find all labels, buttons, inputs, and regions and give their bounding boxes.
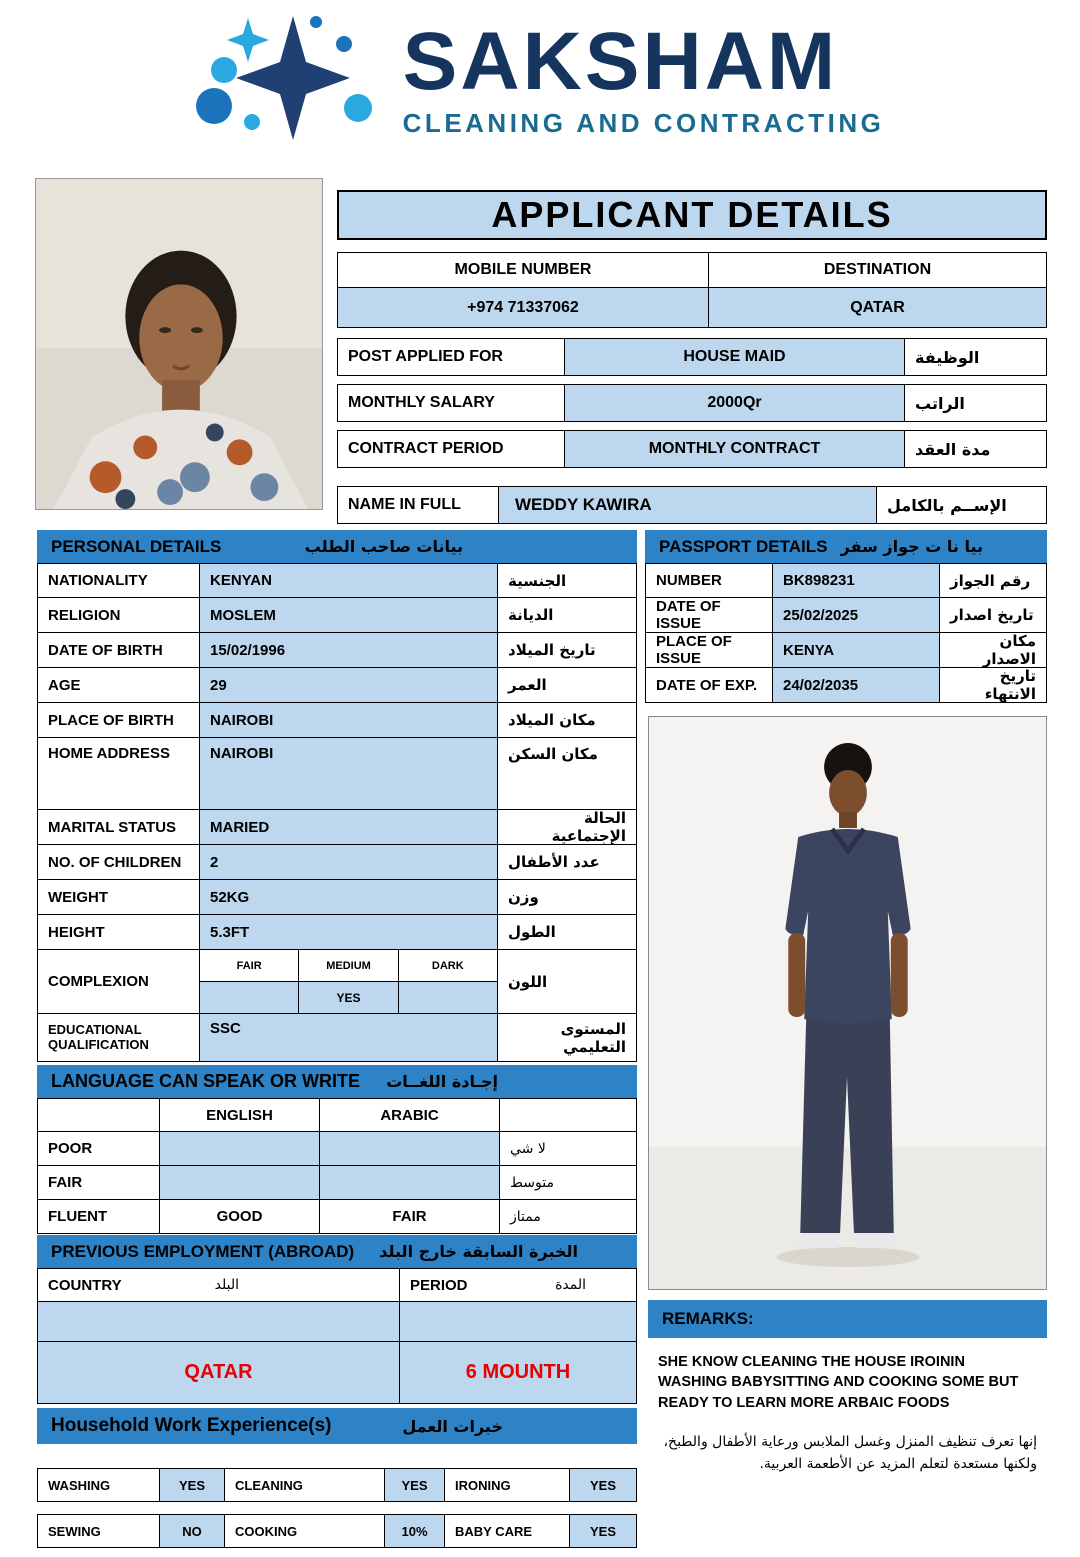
- education-value: SSC: [200, 1014, 498, 1062]
- company-logo: [0, 10, 1080, 148]
- table-row: [37, 738, 637, 810]
- age-value: 29: [200, 668, 498, 703]
- home-address-value: NAIROBI: [200, 738, 498, 810]
- nationality-label: NATIONALITY: [37, 563, 200, 598]
- cooking-value: 10%: [385, 1514, 445, 1548]
- home-address-label-arabic: مكان السكن: [498, 738, 637, 810]
- height-value: 5.3FT: [200, 915, 498, 950]
- language-section-title-arabic: إجـادة اللغــات: [386, 1072, 498, 1091]
- place-of-birth-value: NAIROBI: [200, 703, 498, 738]
- ironing-label: IRONING: [445, 1468, 570, 1502]
- complexion-options: [200, 950, 498, 1014]
- complexion-label-arabic: اللون: [498, 950, 637, 1014]
- monthly-salary-row: [337, 384, 1047, 422]
- height-label: HEIGHT: [37, 915, 200, 950]
- country-header-cell: [37, 1268, 400, 1302]
- table-row: [37, 915, 637, 950]
- table-row: [37, 880, 637, 915]
- date-of-issue-label: DATE OF ISSUE: [645, 598, 773, 633]
- language-table: [37, 1098, 637, 1234]
- country-header-content: [48, 1277, 389, 1294]
- table-row: [37, 810, 637, 845]
- washing-label: WASHING: [37, 1468, 160, 1502]
- contract-period-row: [337, 430, 1047, 468]
- table-row: [37, 598, 637, 633]
- remarks-body: [648, 1338, 1047, 1476]
- language-col-english: ENGLISH: [160, 1098, 320, 1132]
- fluent-label-arabic: ممتاز: [500, 1200, 637, 1234]
- mobile-number-label: MOBILE NUMBER: [337, 252, 709, 288]
- education-label: EDUCATIONAL QUALIFICATION: [37, 1014, 200, 1062]
- personal-details-title: PERSONAL DETAILS: [51, 536, 222, 556]
- passport-details-table: [645, 563, 1047, 703]
- personal-details-title-arabic: بيانات صاحب الطلب: [304, 537, 463, 556]
- monthly-salary-label-arabic: الراتب: [905, 384, 1047, 422]
- table-row: [645, 668, 1047, 703]
- passport-number-label: NUMBER: [645, 563, 773, 598]
- education-row: [37, 1014, 637, 1062]
- ironing-value: YES: [570, 1468, 637, 1502]
- date-of-birth-value: 15/02/1996: [200, 633, 498, 668]
- name-in-full-row: [337, 486, 1047, 524]
- language-section-title: LANGUAGE CAN SPEAK OR WRITE: [51, 1071, 361, 1091]
- fair-english-value: [160, 1166, 320, 1200]
- table-row: [37, 845, 637, 880]
- weight-value: 52KG: [200, 880, 498, 915]
- employment-empty-row: [37, 1302, 637, 1342]
- fair-label: FAIR: [37, 1166, 160, 1200]
- employment-empty-country: [37, 1302, 400, 1342]
- complexion-medium-value: YES: [298, 982, 397, 1013]
- page-title: APPLICANT DETAILS: [337, 190, 1047, 240]
- household-row-1: [37, 1468, 637, 1502]
- household-row-2: [37, 1514, 637, 1548]
- company-logo-text: [402, 16, 885, 138]
- post-applied-label: POST APPLIED FOR: [337, 338, 565, 376]
- religion-label: RELIGION: [37, 598, 200, 633]
- language-empty-cell: [500, 1098, 637, 1132]
- language-row-fluent: [37, 1200, 637, 1234]
- contact-header-row: [337, 252, 1047, 288]
- post-applied-row: [337, 338, 1047, 376]
- date-of-expiry-label: DATE OF EXP.: [645, 668, 773, 703]
- baby-care-label: BABY CARE: [445, 1514, 570, 1548]
- complexion-dark-value: [398, 982, 497, 1013]
- religion-value: MOSLEM: [200, 598, 498, 633]
- table-row: [645, 598, 1047, 633]
- complexion-fair-value: [200, 982, 298, 1013]
- weight-label-arabic: وزن: [498, 880, 637, 915]
- contract-period-value: MONTHLY CONTRACT: [565, 430, 905, 468]
- children-count-label: NO. OF CHILDREN: [37, 845, 200, 880]
- personal-details-header: [37, 530, 637, 563]
- place-of-birth-label: PLACE OF BIRTH: [37, 703, 200, 738]
- complexion-option-medium: MEDIUM: [298, 950, 397, 981]
- period-label: PERIOD: [410, 1276, 468, 1294]
- period-header-cell: [400, 1268, 637, 1302]
- complexion-option-fair: FAIR: [236, 959, 262, 972]
- language-header-row: [37, 1098, 637, 1132]
- portrait-photo-illustration: [36, 179, 322, 509]
- employment-section-title-arabic: الخبرة السابقة خارج البلد: [379, 1242, 578, 1261]
- passport-details-header: [645, 530, 1047, 563]
- saksham-sparkle-icon: [196, 10, 391, 148]
- weight-label: WEIGHT: [37, 880, 200, 915]
- complexion-label: COMPLEXION: [37, 950, 200, 1014]
- home-address-label: HOME ADDRESS: [37, 738, 200, 810]
- place-of-issue-label-arabic: مكان الاصدار: [940, 633, 1047, 668]
- poor-label: POOR: [37, 1132, 160, 1166]
- household-section-title-arabic: خبرات العمل: [402, 1416, 503, 1436]
- fluent-english-value: GOOD: [160, 1200, 320, 1234]
- table-row: [37, 703, 637, 738]
- remarks-title: REMARKS:: [662, 1309, 754, 1328]
- poor-english-value: [160, 1132, 320, 1166]
- complexion-row: [37, 950, 637, 1014]
- children-count-label-arabic: عدد الأطفال: [498, 845, 637, 880]
- marital-status-value: MARIED: [200, 810, 498, 845]
- poor-label-arabic: لا شي: [500, 1132, 637, 1166]
- fair-label-arabic: متوسط: [500, 1166, 637, 1200]
- monthly-salary-value: 2000Qr: [565, 384, 905, 422]
- fair-arabic-value: [320, 1166, 500, 1200]
- date-of-issue-value: 25/02/2025: [773, 598, 940, 633]
- destination-value: QATAR: [709, 288, 1047, 328]
- nationality-value: KENYAN: [200, 563, 498, 598]
- post-applied-label-arabic: الوظيفة: [905, 338, 1047, 376]
- complexion-option-labels: [200, 950, 497, 981]
- baby-care-value: YES: [570, 1514, 637, 1548]
- contract-period-label: CONTRACT PERIOD: [337, 430, 565, 468]
- table-row: [645, 633, 1047, 668]
- employment-header-row: [37, 1268, 637, 1302]
- table-row: [645, 563, 1047, 598]
- place-of-issue-label: PLACE OF ISSUE: [645, 633, 773, 668]
- complexion-selection-row: [200, 981, 497, 1013]
- passport-number-label-arabic: رقم الجواز: [940, 563, 1047, 598]
- passport-details-title: PASSPORT DETAILS: [659, 536, 828, 556]
- period-header-content: [410, 1277, 626, 1294]
- language-row-fair: [37, 1166, 637, 1200]
- marital-status-label-arabic: الحالة الإجتماعية: [498, 810, 637, 845]
- remarks-text-arabic: إنها تعرف تنظيف المنزل وغسل الملابس ورعاية الأطفال والطبخ، ولكنها مستعدة لتعلم المزيد عن الأطعمة العربية.: [663, 1433, 1037, 1473]
- complexion-option-dark: DARK: [398, 950, 497, 981]
- date-of-issue-label-arabic: تاريخ اصدار: [940, 598, 1047, 633]
- applicant-fullbody-photo: [648, 716, 1047, 1290]
- sewing-label: SEWING: [37, 1514, 160, 1548]
- language-empty-cell: [37, 1098, 160, 1132]
- contact-table: [337, 252, 1047, 328]
- name-in-full-label: NAME IN FULL: [337, 486, 499, 524]
- applicant-portrait-photo: [35, 178, 323, 510]
- table-row: [37, 668, 637, 703]
- contract-period-label-arabic: مدة العقد: [905, 430, 1047, 468]
- cleaning-label: CLEANING: [225, 1468, 385, 1502]
- period-label-arabic: المدة: [555, 1277, 586, 1293]
- country-value: QATAR: [37, 1342, 400, 1404]
- fluent-arabic-value: FAIR: [320, 1200, 500, 1234]
- date-of-birth-label-arabic: تاريخ الميلاد: [498, 633, 637, 668]
- cleaning-value: YES: [385, 1468, 445, 1502]
- table-row: [37, 633, 637, 668]
- employment-section-header: [37, 1235, 637, 1268]
- country-label-arabic: البلد: [214, 1277, 239, 1293]
- marital-status-label: MARITAL STATUS: [37, 810, 200, 845]
- household-section-title: Household Work Experience(s): [51, 1415, 332, 1436]
- language-col-arabic: ARABIC: [320, 1098, 500, 1132]
- age-label: AGE: [37, 668, 200, 703]
- monthly-salary-label: MONTHLY SALARY: [337, 384, 565, 422]
- personal-details-table: [37, 563, 637, 1062]
- sewing-value: NO: [160, 1514, 225, 1548]
- remarks-header: [648, 1300, 1047, 1338]
- country-label: COUNTRY: [48, 1276, 122, 1294]
- passport-number-value: BK898231: [773, 563, 940, 598]
- language-section-header: [37, 1065, 637, 1098]
- children-count-value: 2: [200, 845, 498, 880]
- date-of-expiry-label-arabic: تاريخ الانتهاء: [940, 668, 1047, 703]
- cooking-label: COOKING: [225, 1514, 385, 1548]
- mobile-number-value: +974 71337062: [337, 288, 709, 328]
- nationality-label-arabic: الجنسية: [498, 563, 637, 598]
- religion-label-arabic: الديانة: [498, 598, 637, 633]
- post-applied-value: HOUSE MAID: [565, 338, 905, 376]
- name-in-full-value: WEDDY KAWIRA: [499, 486, 877, 524]
- washing-value: YES: [160, 1468, 225, 1502]
- company-tagline: CLEANING AND CONTRACTING: [402, 107, 885, 138]
- place-of-birth-label-arabic: مكان الميلاد: [498, 703, 637, 738]
- passport-details-title-arabic: بيا نا ت جواز سفر: [840, 537, 983, 556]
- table-row: [37, 563, 637, 598]
- date-of-expiry-value: 24/02/2035: [773, 668, 940, 703]
- fluent-label: FLUENT: [37, 1200, 160, 1234]
- place-of-issue-value: KENYA: [773, 633, 940, 668]
- fullbody-photo-illustration: [649, 717, 1046, 1289]
- date-of-birth-label: DATE OF BIRTH: [37, 633, 200, 668]
- employment-section-title: PREVIOUS EMPLOYMENT (ABROAD): [51, 1241, 355, 1261]
- household-section-header: [37, 1408, 637, 1444]
- period-value: 6 MOUNTH: [400, 1342, 637, 1404]
- employment-value-row: [37, 1342, 637, 1404]
- age-label-arabic: العمر: [498, 668, 637, 703]
- height-label-arabic: الطول: [498, 915, 637, 950]
- education-label-arabic: المستوى التعليمي: [498, 1014, 637, 1062]
- contact-value-row: [337, 288, 1047, 328]
- language-row-poor: [37, 1132, 637, 1166]
- name-in-full-label-arabic: الإســم بالكامل: [877, 486, 1047, 524]
- destination-label: DESTINATION: [709, 252, 1047, 288]
- company-name: SAKSHAM: [402, 16, 839, 108]
- poor-arabic-value: [320, 1132, 500, 1166]
- employment-empty-period: [400, 1302, 637, 1342]
- employment-table: [37, 1268, 637, 1404]
- remarks-text-english: SHE KNOW CLEANING THE HOUSE IROININ WASHING BABYSITTING AND COOKING SOME BUT READY TO LEARN MORE ARBAIC FOODS: [658, 1354, 1019, 1411]
